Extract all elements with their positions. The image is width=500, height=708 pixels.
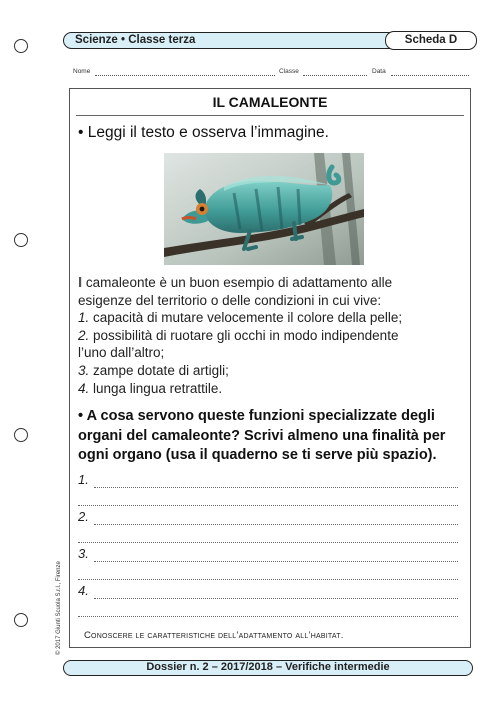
punch-hole [14, 613, 28, 627]
answer-line-2[interactable] [78, 509, 458, 526]
date-label: Data [372, 68, 386, 75]
list-item-continued: l’uno dall’altro; [78, 345, 165, 361]
dotted-line [78, 616, 458, 617]
answer-line-4b[interactable] [78, 604, 458, 618]
answer-line-3b[interactable] [78, 567, 458, 581]
intro-text-1: camaleonte è un buon esempio di adattamento alle [82, 275, 393, 290]
dotted-line [78, 505, 458, 506]
footer-band: Dossier n. 2 – 2017/2018 – Verifiche intermedie [63, 660, 473, 676]
item-number: 4. [78, 380, 90, 396]
date-line[interactable] [391, 69, 469, 76]
punch-hole [14, 428, 28, 442]
worksheet-box [69, 88, 471, 648]
list-item [78, 327, 464, 345]
chameleon-text [78, 274, 464, 397]
item-text: lunga lingua retrattile. [89, 380, 223, 396]
dotted-line [94, 487, 458, 488]
list-item [78, 362, 464, 380]
question-line-1: • A cosa servono queste funzioni specializzate degli [78, 408, 435, 424]
question [78, 407, 466, 466]
dotted-line [78, 579, 458, 580]
dotted-line [78, 542, 458, 543]
punch-hole [14, 39, 28, 53]
answer-line-2b[interactable] [78, 530, 458, 544]
copyright: © 2017 Giunti Scuola S.r.l., Firenze [56, 561, 62, 655]
intro-line-1 [78, 274, 464, 292]
answer-number: 3. [78, 546, 89, 561]
header-tag: Scheda D [385, 31, 477, 50]
header-subject: Scienze • Classe terza [75, 34, 196, 46]
item-number: 3. [78, 362, 90, 378]
class-line[interactable] [303, 69, 367, 76]
dotted-line [94, 598, 458, 599]
intro-initial: I [78, 274, 83, 291]
answer-line-1b[interactable] [78, 493, 458, 507]
question-line-2: organi del camaleonte? Scrivi almeno una finalità per [78, 427, 446, 444]
name-line[interactable] [95, 69, 275, 76]
list-item [78, 309, 464, 327]
header-band [63, 32, 476, 49]
answer-line-4[interactable] [78, 583, 458, 600]
item-number: 1. [78, 310, 90, 326]
answer-line-1[interactable] [78, 472, 458, 489]
dotted-line [94, 524, 458, 525]
intro-line-2: esigenze del territorio o delle condizioni in cui vive: [78, 292, 382, 308]
chameleon-photo [164, 153, 364, 265]
dotted-line [94, 561, 458, 562]
answer-number: 1. [78, 472, 89, 487]
item-text: zampe dotate di artigli; [89, 362, 229, 378]
instruction-read: • Leggi il testo e osserva l’immagine. [78, 124, 329, 141]
item-text: capacità di mutare velocemente il colore della pelle; [89, 310, 403, 326]
class-label: Classe [279, 68, 299, 75]
answer-line-3[interactable] [78, 546, 458, 563]
name-label: Nome [73, 68, 91, 75]
answer-number: 4. [78, 583, 89, 598]
worksheet-title: IL CAMALEONTE [212, 94, 328, 110]
question-line-3: ogni organo (usa il quaderno se ti serve più spazio). [78, 447, 437, 463]
punch-hole [14, 233, 28, 247]
item-text: possibilità di ruotare gli occhi in modo indipendente [89, 327, 399, 343]
title-divider [76, 115, 464, 116]
list-item [78, 380, 464, 398]
item-number: 2. [78, 327, 90, 343]
answer-number: 2. [78, 509, 89, 524]
learning-objective: Conoscere le caratteristiche dell’adattamento all’habitat. [84, 630, 344, 641]
